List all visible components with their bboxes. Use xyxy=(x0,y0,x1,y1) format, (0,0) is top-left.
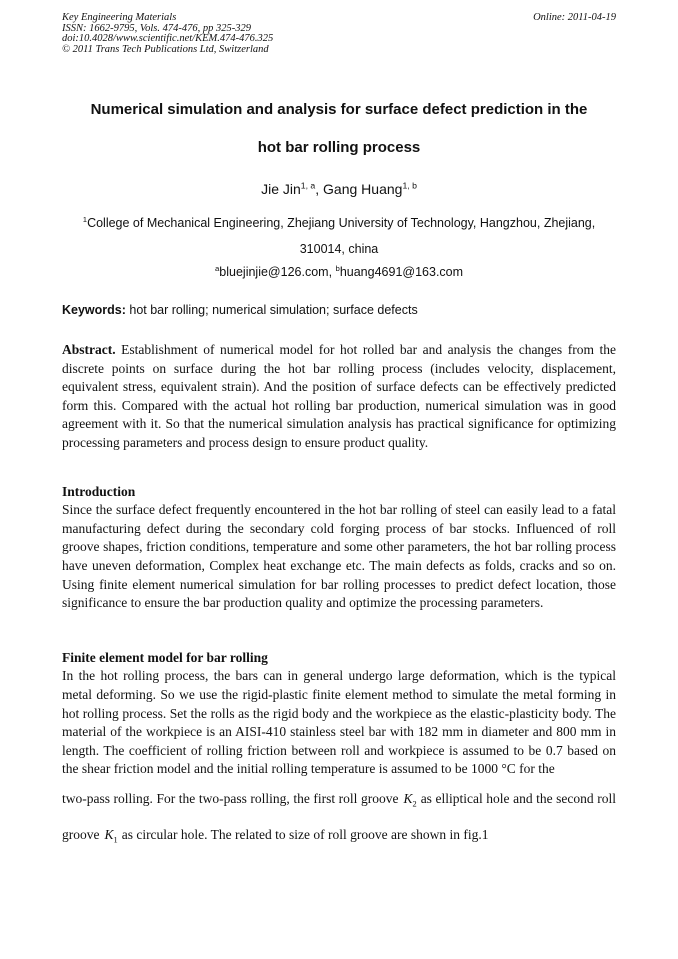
author-2-name: Gang Huang xyxy=(323,181,403,197)
introduction-heading: Introduction xyxy=(62,483,136,499)
affiliation-line2: 310014, china xyxy=(299,241,379,256)
fem-section-heading: Finite element model for bar rolling xyxy=(62,649,268,665)
issn-line: ISSN: 1662-9795, Vols. 474-476, pp 325-329 xyxy=(62,22,251,34)
abstract-paragraph xyxy=(62,341,616,453)
paper-title xyxy=(62,102,616,155)
doi-line: doi:10.4028/www.scientific.net/KEM.474-476.325 xyxy=(62,33,274,44)
author-1-name: Jie Jin xyxy=(261,181,301,197)
math-para-part2: as elliptical hole and the second roll groove xyxy=(62,790,616,842)
author-1-superscript: 1, a xyxy=(300,180,316,191)
k1-base: K xyxy=(104,826,114,842)
email-a-superscript: a xyxy=(214,263,220,273)
paper-title-line1: Numerical simulation and analysis for surface defect prediction in the xyxy=(90,101,588,118)
email-b: huang4691@163.com xyxy=(339,265,464,279)
journal-header xyxy=(62,13,616,55)
affiliation-text: College of Mechanical Engineering, Zhejiang University of Technology, Hangzhou, Zhejiang, xyxy=(87,216,596,230)
keywords-label: Keywords: xyxy=(62,303,126,317)
roll-groove-k1-symbol xyxy=(100,826,122,845)
emails-separator: , xyxy=(328,265,336,279)
online-date: Online: 2011-04-19 xyxy=(533,12,616,23)
copyright-line: © 2011 Trans Tech Publications Ltd, Switzerland xyxy=(62,43,269,55)
email-b-superscript: b xyxy=(335,263,340,273)
authors-line xyxy=(62,181,616,197)
roll-groove-k2-symbol xyxy=(398,790,420,809)
k2-subscript: 2 xyxy=(412,799,417,809)
affiliation xyxy=(62,214,616,256)
keywords-text: hot bar rolling; numerical simulation; surface defects xyxy=(125,303,418,317)
fem-math-paragraph xyxy=(62,781,616,853)
email-a: bluejinjie@126.com xyxy=(219,265,329,279)
affiliation-line1 xyxy=(62,214,616,230)
journal-name: Key Engineering Materials xyxy=(62,12,177,23)
math-para-part3: as circular hole. The related to size of roll groove are shown in fig.1 xyxy=(121,826,489,842)
k1-subscript: 1 xyxy=(113,835,118,845)
keywords-line xyxy=(62,303,616,317)
paper-title-line2: hot bar rolling process xyxy=(257,139,421,156)
k2-base: K xyxy=(403,790,413,806)
affiliation-superscript: 1 xyxy=(82,214,88,224)
emails-line xyxy=(62,265,616,279)
journal-header-left xyxy=(62,13,273,55)
authors-separator: , xyxy=(315,181,324,197)
math-para-part1: two-pass rolling. For the two-pass rolling, the first roll groove xyxy=(62,790,399,806)
fem-section-paragraph: In the hot rolling process, the bars can in general undergo large deformation, which is the typical metal deforming. So we use the rigid-plastic finite element method to simulate the metal forming in hot rolling process. Set the rolls as the rigid body and the workpiece as the elastic-plasticity body. The material of the workpiece is an AISI-410 stainless steel bar with 182 mm in diameter and 800 mm in length. The coefficient of rolling friction between roll and workpiece is assumed to be 0.7 based on the shear friction model and the initial rolling temperature is assumed to be 1000 °C for the xyxy=(62,668,616,777)
author-2-superscript: 1, b xyxy=(402,180,417,191)
abstract-text: Establishment of numerical model for hot rolled bar and analysis the changes from the discrete points on surface during the hot bar rolling process (includes velocity, displacement, equivalent stress, equivalent strain). And the position of surface defects can be effectively predicted form this. Compared with the actual hot rolling bar production, numerical simulation was in good agreement with it. So that the numerical simulation analysis has practical significance for optimizing processing parameters and process design to ensure product quality. xyxy=(62,342,616,450)
introduction-paragraph: Since the surface defect frequently encountered in the hot bar rolling of steel can easily lead to a fatal manufacturing defect during the secondary cold forging process of bar stocks. Influenced of roll groove shapes, friction conditions, temperature and some other parameters, the hot bar rolling process have uneven deformation, Complex heat exchange etc. The main defects as folds, cracks and so on. Using finite element numerical simulation for bar rolling processes to predict defect location, those significance to ensure the bar production quality and optimize the processing parameters. xyxy=(62,502,616,611)
abstract-label: Abstract. xyxy=(62,342,116,357)
